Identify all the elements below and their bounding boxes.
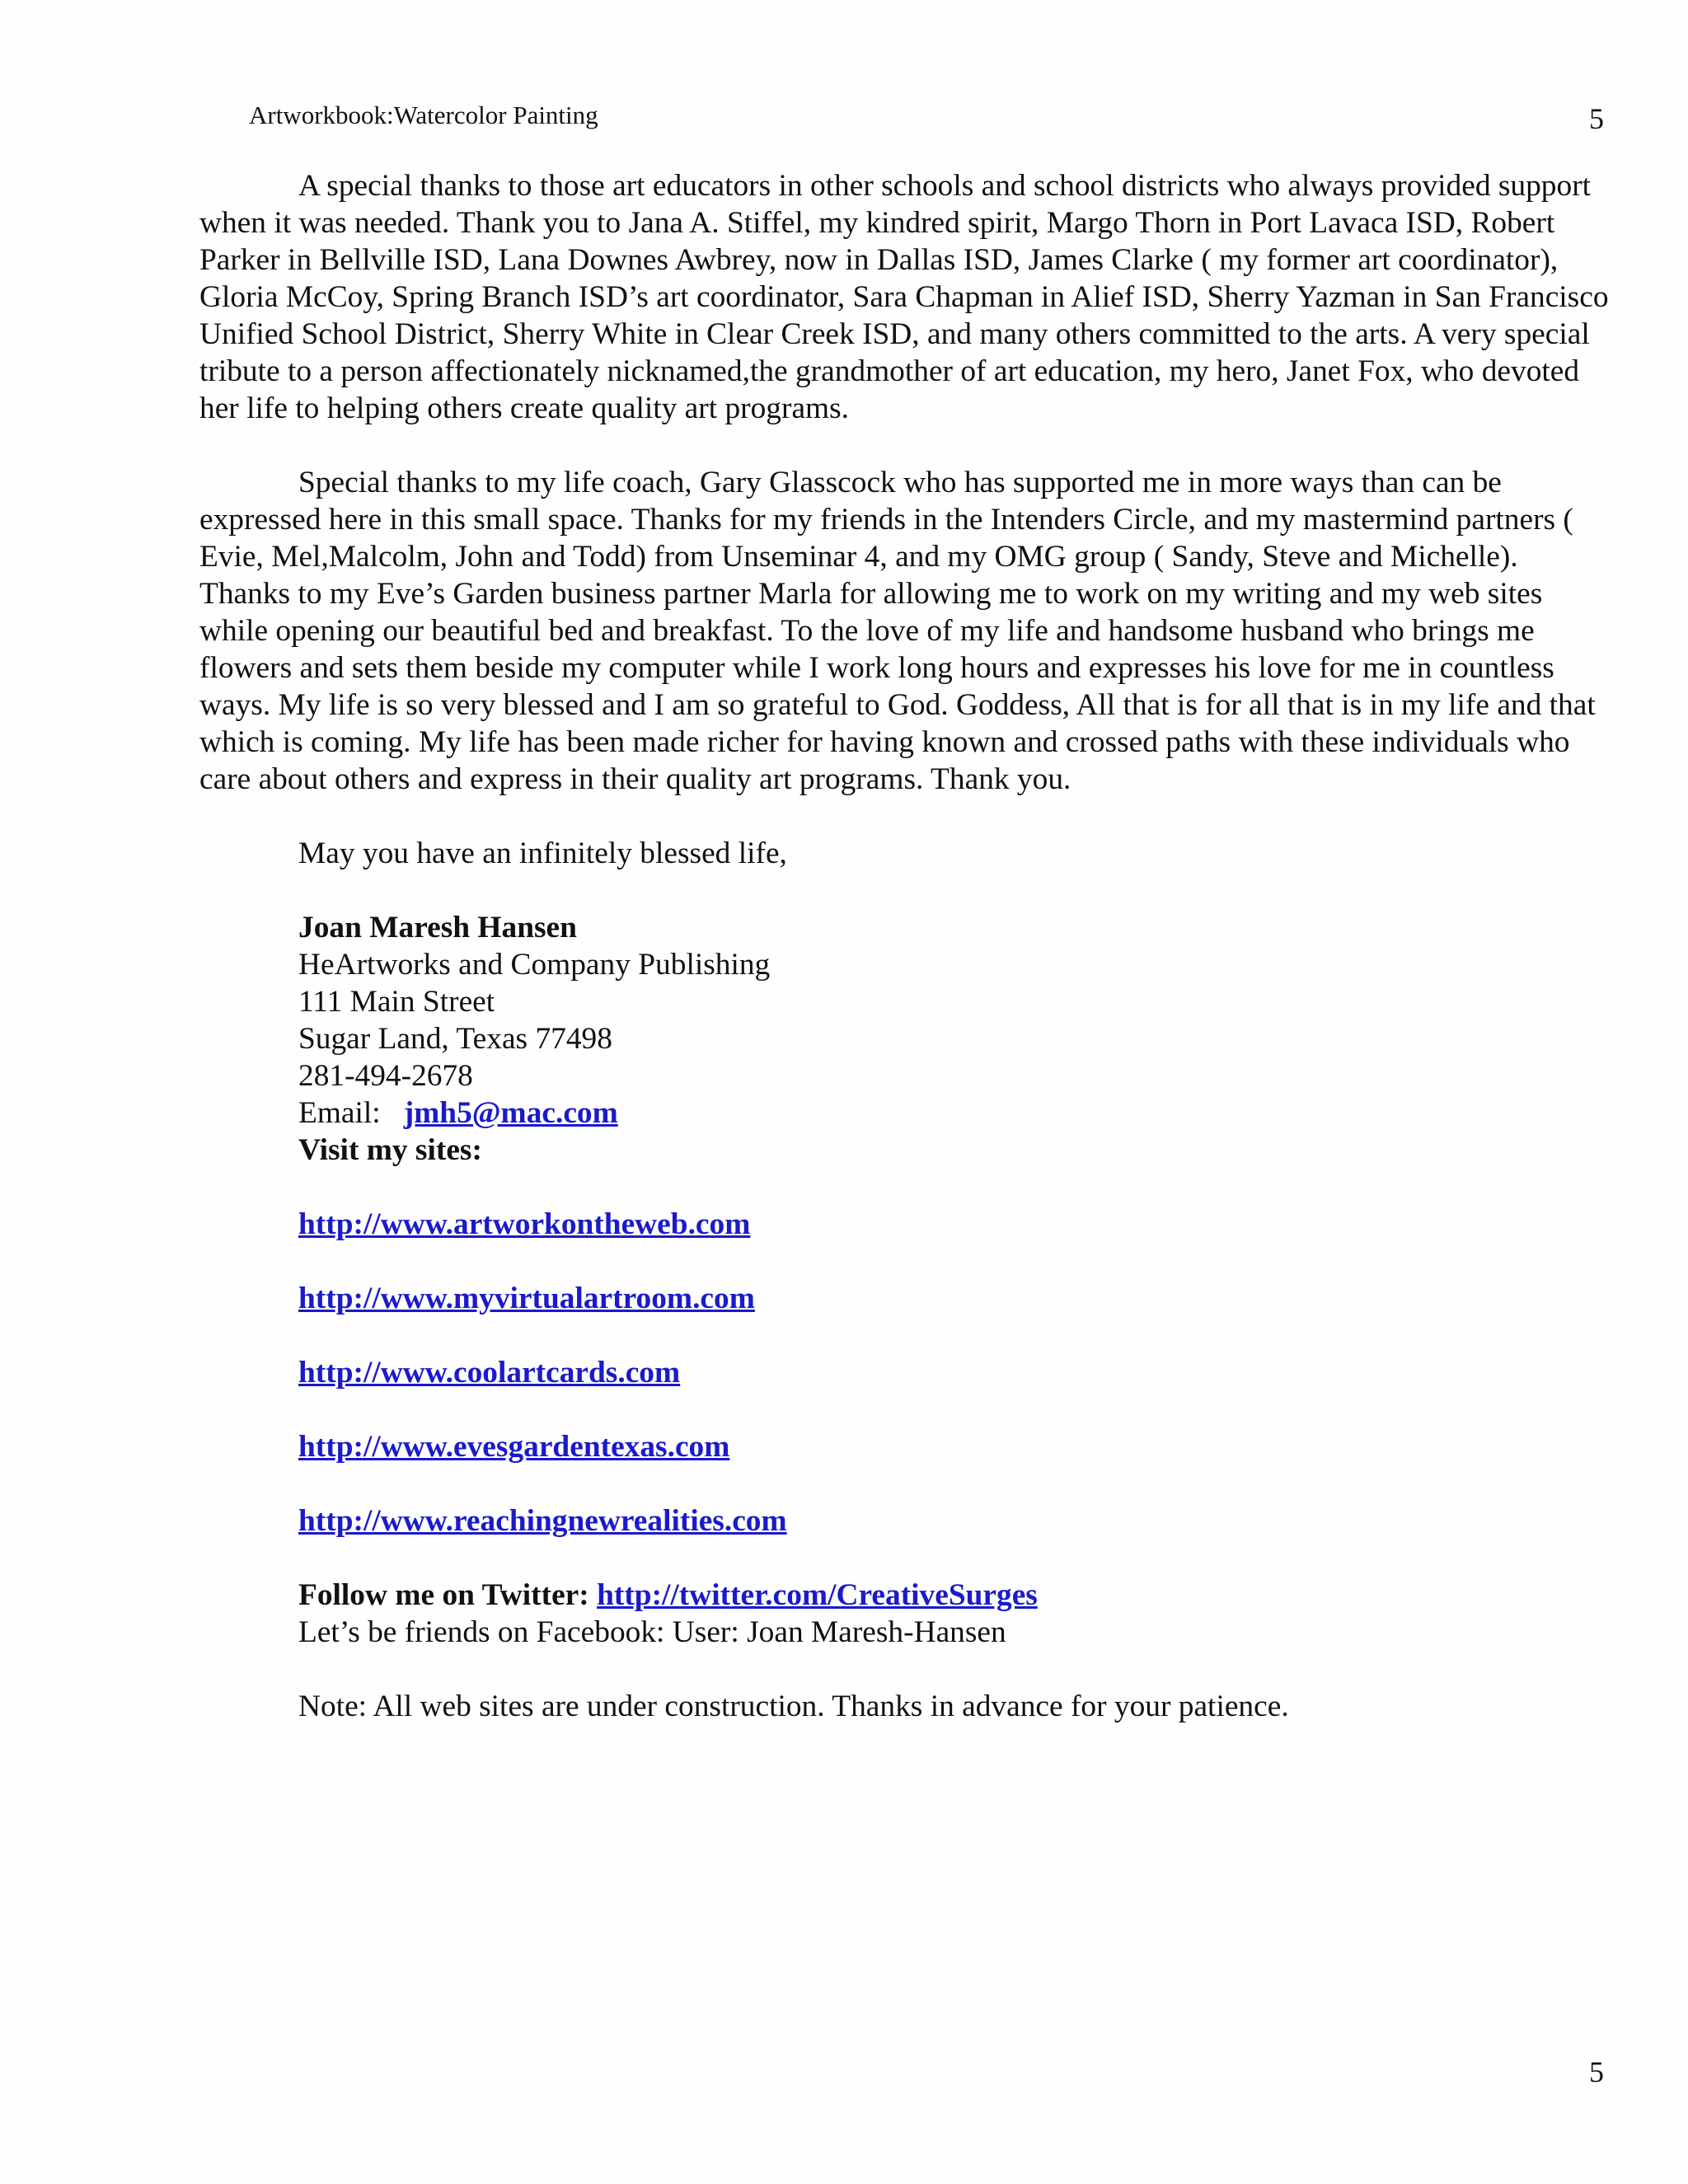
paragraph-thanks-educators: A special thanks to those art educators in other schools and school districts who always provided support when it was needed. Thank you to Jana A. Stiffel, my kindred spirit, Margo Thorn in Port Lavaca ISD, Robert Parker in Bellville ISD, Lana Downes Awbrey, now in Dallas ISD, James Clarke ( my former art coordinator), Gloria McCoy, Spring Branch ISD’s art coordinator, Sara Chapman in Alief ISD, Sherry Yazman in San Francisco Unified School District, Sherry White in Clear Creek ISD, and many others committed to the arts. A very special tribute to a person affectionately nicknamed,the grandmother of art education, my hero, Janet Fox, who devoted her life to helping others create quality art programs. bbox=[199, 169, 1609, 425]
running-header: Artworkbook:Watercolor Painting bbox=[249, 101, 598, 129]
twitter-link[interactable]: http://twitter.com/CreativeSurges bbox=[597, 1578, 1038, 1612]
paragraph-thanks-life-coach: Special thanks to my life coach, Gary Glasscock who has supported me in more ways than can be expressed here in this small space. Thanks for my friends in the Intenders Circle, and my mastermind partners ( Evie, Mel,Malcolm, John and Todd) from Unseminar 4, and my OMG group ( Sandy, Steve and Michelle). Thanks to my Eve’s Garden business partner Marla for allowing me to work on my writing and my web sites while opening our beautiful bed and breakfast. To the love of my life and handsome husband who brings me flowers and sets them beside my computer while I work long hours and expresses his love for me in countless ways. My life is so very blessed and I am so grateful to God. Goddess, All that is for all that is in my life and that which is coming. My life has been made richer for having known and crossed paths with these individuals who care about others and express in their quality art programs. Thank you. bbox=[199, 466, 1596, 796]
site-link-coolartcards[interactable]: http://www.coolartcards.com bbox=[298, 1356, 681, 1390]
signature-company: HeArtworks and Company Publishing bbox=[298, 948, 771, 982]
email-label: Email: bbox=[298, 1096, 381, 1130]
spacer bbox=[199, 1540, 1609, 1577]
spacer bbox=[199, 1651, 1609, 1688]
signature-name: Joan Maresh Hansen bbox=[298, 911, 577, 944]
site-row bbox=[199, 1206, 1609, 1243]
site-link-artworkontheweb[interactable]: http://www.artworkontheweb.com bbox=[298, 1207, 751, 1241]
site-row bbox=[199, 1502, 1609, 1540]
site-link-reachingnewrealities[interactable]: http://www.reachingnewrealities.com bbox=[298, 1504, 787, 1538]
spacer bbox=[199, 427, 1609, 464]
site-link-evesgardentexas[interactable]: http://www.evesgardentexas.com bbox=[298, 1430, 730, 1464]
page-number-bottom: 5 bbox=[1589, 2055, 1604, 2088]
twitter-label: Follow me on Twitter: bbox=[298, 1578, 589, 1612]
note-line: Note: All web sites are under construction. Thanks in advance for your patience. bbox=[298, 1690, 1289, 1723]
site-row bbox=[199, 1354, 1609, 1391]
signature-street: 111 Main Street bbox=[298, 985, 495, 1019]
spacer bbox=[199, 1169, 1609, 1206]
spacer bbox=[199, 1317, 1609, 1354]
spacer bbox=[199, 872, 1609, 909]
visit-sites-label: Visit my sites: bbox=[298, 1133, 482, 1167]
page-number-top: 5 bbox=[1589, 102, 1604, 135]
site-row bbox=[199, 1280, 1609, 1317]
spacer bbox=[199, 1391, 1609, 1428]
spacer bbox=[199, 1243, 1609, 1280]
facebook-line: Let’s be friends on Facebook: User: Joan Maresh-Hansen bbox=[298, 1615, 1006, 1649]
twitter-row bbox=[199, 1577, 1609, 1614]
closing-line: May you have an infinitely blessed life, bbox=[298, 837, 787, 870]
body-text bbox=[199, 167, 1609, 1725]
site-row bbox=[199, 1428, 1609, 1465]
site-link-myvirtualartroom[interactable]: http://www.myvirtualartroom.com bbox=[298, 1282, 755, 1315]
signature-city: Sugar Land, Texas 77498 bbox=[298, 1022, 612, 1056]
signature-email-row bbox=[199, 1094, 1609, 1132]
email-link[interactable]: jmh5@mac.com bbox=[403, 1096, 618, 1130]
signature-phone: 281-494-2678 bbox=[298, 1059, 473, 1093]
spacer bbox=[199, 1465, 1609, 1502]
spacer bbox=[199, 798, 1609, 835]
